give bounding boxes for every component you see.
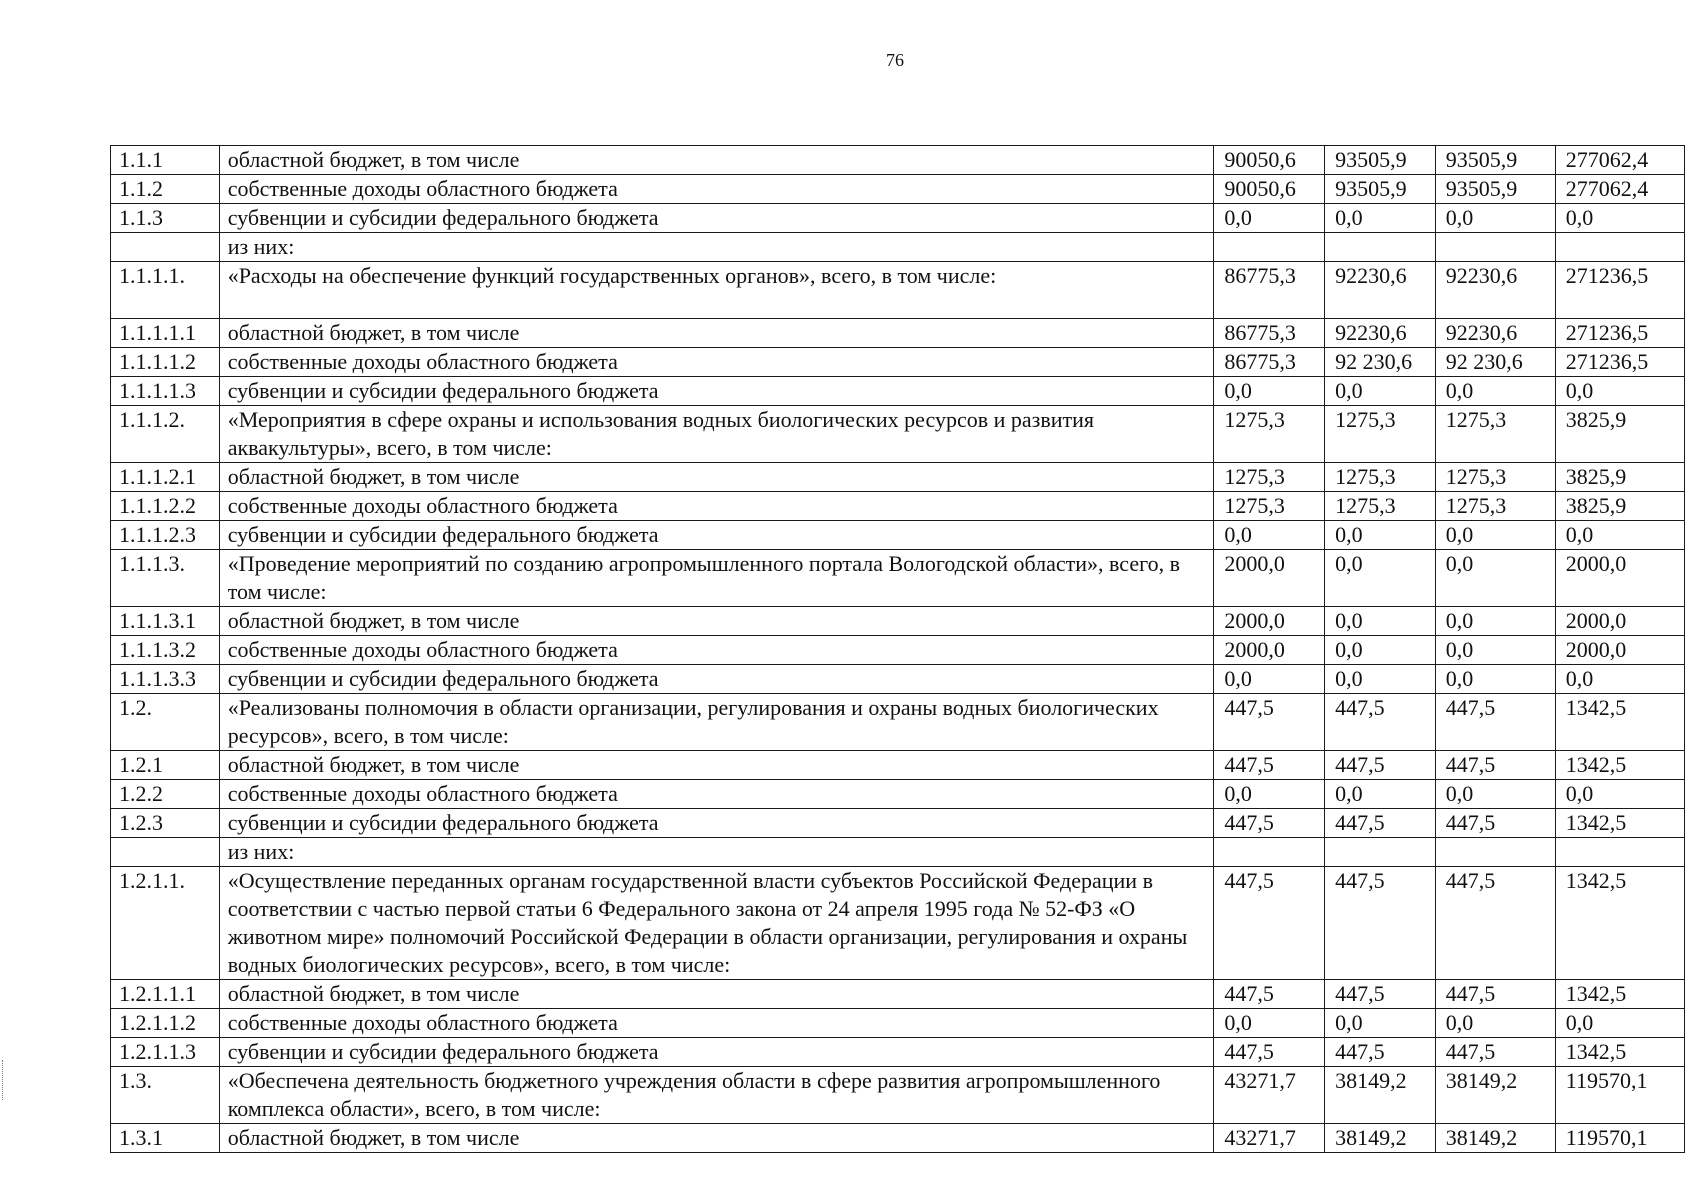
row-description-cell: «Реализованы полномочия в области организации, регулирования и охраны водных биологических ресурсов», всего, в том числе: [219, 694, 1214, 751]
table-row [111, 838, 1685, 867]
row-total-cell: 1342,5 [1555, 694, 1684, 751]
row-description-cell: «Расходы на обеспечение функций государственных органов», всего, в том числе: [219, 262, 1214, 319]
row-code-cell: 1.1.1.1.3 [111, 377, 220, 406]
row-total-cell: 0,0 [1555, 780, 1684, 809]
row-description-cell: субвенции и субсидии федерального бюджета [219, 1038, 1214, 1067]
row-total-cell: 1342,5 [1555, 867, 1684, 980]
row-code-cell: 1.1.1.2.3 [111, 521, 220, 550]
row-code-cell: 1.2.1.1.1 [111, 980, 220, 1009]
row-value-year1-cell: 0,0 [1214, 665, 1325, 694]
table-row [111, 463, 1685, 492]
table-row [111, 262, 1685, 319]
row-value-year2-cell: 1275,3 [1325, 492, 1436, 521]
row-value-year2-cell: 93505,9 [1325, 175, 1436, 204]
row-description-cell: из них: [219, 838, 1214, 867]
table-row [111, 1124, 1685, 1153]
row-total-cell: 1342,5 [1555, 1038, 1684, 1067]
row-description-cell: областной бюджет, в том числе [219, 463, 1214, 492]
row-description-cell: собственные доходы областного бюджета [219, 492, 1214, 521]
row-value-year1-cell [1214, 838, 1325, 867]
row-description-cell: собственные доходы областного бюджета [219, 348, 1214, 377]
row-description-cell: «Проведение мероприятий по созданию агропромышленного портала Вологодской области», всего, в том числе: [219, 550, 1214, 607]
table-row [111, 1038, 1685, 1067]
row-value-year2-cell: 0,0 [1325, 780, 1436, 809]
row-value-year2-cell: 1275,3 [1325, 463, 1436, 492]
row-code-cell: 1.1.1.3.3 [111, 665, 220, 694]
table-row [111, 204, 1685, 233]
row-value-year3-cell: 0,0 [1435, 204, 1555, 233]
row-value-year2-cell: 92 230,6 [1325, 348, 1436, 377]
row-value-year1-cell: 1275,3 [1214, 492, 1325, 521]
row-total-cell [1555, 233, 1684, 262]
row-value-year2-cell: 92230,6 [1325, 262, 1436, 319]
table-row [111, 636, 1685, 665]
row-code-cell [111, 838, 220, 867]
row-value-year2-cell: 447,5 [1325, 809, 1436, 838]
table-row [111, 665, 1685, 694]
row-value-year2-cell: 0,0 [1325, 607, 1436, 636]
row-description-cell: областной бюджет, в том числе [219, 1124, 1214, 1153]
row-value-year1-cell: 2000,0 [1214, 607, 1325, 636]
row-code-cell [111, 233, 220, 262]
table-row [111, 406, 1685, 463]
row-total-cell: 0,0 [1555, 521, 1684, 550]
row-value-year2-cell [1325, 233, 1436, 262]
row-value-year3-cell: 1275,3 [1435, 492, 1555, 521]
row-description-cell: областной бюджет, в том числе [219, 607, 1214, 636]
row-value-year1-cell: 86775,3 [1214, 348, 1325, 377]
row-value-year1-cell: 0,0 [1214, 780, 1325, 809]
row-description-cell: собственные доходы областного бюджета [219, 636, 1214, 665]
row-total-cell: 0,0 [1555, 204, 1684, 233]
row-code-cell: 1.1.1.2. [111, 406, 220, 463]
row-value-year3-cell [1435, 233, 1555, 262]
row-value-year2-cell: 0,0 [1325, 521, 1436, 550]
table-row [111, 751, 1685, 780]
row-code-cell: 1.1.1.1. [111, 262, 220, 319]
row-total-cell: 2000,0 [1555, 550, 1684, 607]
row-total-cell: 271236,5 [1555, 319, 1684, 348]
table-row [111, 980, 1685, 1009]
row-value-year1-cell: 0,0 [1214, 521, 1325, 550]
row-code-cell: 1.2.3 [111, 809, 220, 838]
row-total-cell: 0,0 [1555, 665, 1684, 694]
row-value-year3-cell: 0,0 [1435, 607, 1555, 636]
table-row [111, 348, 1685, 377]
row-value-year2-cell: 447,5 [1325, 980, 1436, 1009]
row-value-year1-cell: 90050,6 [1214, 146, 1325, 175]
row-value-year2-cell: 0,0 [1325, 1009, 1436, 1038]
row-value-year3-cell: 93505,9 [1435, 146, 1555, 175]
row-value-year3-cell: 0,0 [1435, 550, 1555, 607]
row-total-cell: 277062,4 [1555, 175, 1684, 204]
row-value-year1-cell: 447,5 [1214, 809, 1325, 838]
row-value-year3-cell: 1275,3 [1435, 463, 1555, 492]
row-total-cell: 3825,9 [1555, 463, 1684, 492]
row-value-year1-cell: 447,5 [1214, 751, 1325, 780]
row-total-cell: 1342,5 [1555, 980, 1684, 1009]
row-value-year2-cell: 1275,3 [1325, 406, 1436, 463]
row-value-year1-cell: 447,5 [1214, 867, 1325, 980]
row-total-cell: 3825,9 [1555, 492, 1684, 521]
row-code-cell: 1.1.1.1.2 [111, 348, 220, 377]
row-value-year3-cell: 92230,6 [1435, 319, 1555, 348]
row-value-year2-cell: 0,0 [1325, 204, 1436, 233]
row-value-year1-cell: 0,0 [1214, 204, 1325, 233]
row-value-year1-cell: 0,0 [1214, 377, 1325, 406]
row-value-year2-cell: 0,0 [1325, 665, 1436, 694]
row-total-cell: 2000,0 [1555, 607, 1684, 636]
row-description-cell: субвенции и субсидии федерального бюджета [219, 665, 1214, 694]
table-row [111, 492, 1685, 521]
row-value-year3-cell: 447,5 [1435, 1038, 1555, 1067]
row-value-year1-cell: 90050,6 [1214, 175, 1325, 204]
row-code-cell: 1.2.2 [111, 780, 220, 809]
row-value-year2-cell: 0,0 [1325, 636, 1436, 665]
row-code-cell: 1.1.3 [111, 204, 220, 233]
row-description-cell: областной бюджет, в том числе [219, 751, 1214, 780]
row-value-year2-cell [1325, 838, 1436, 867]
row-description-cell: субвенции и субсидии федерального бюджета [219, 204, 1214, 233]
row-total-cell: 2000,0 [1555, 636, 1684, 665]
row-value-year1-cell: 2000,0 [1214, 636, 1325, 665]
row-code-cell: 1.3. [111, 1067, 220, 1124]
row-description-cell: областной бюджет, в том числе [219, 146, 1214, 175]
row-total-cell: 0,0 [1555, 1009, 1684, 1038]
row-value-year2-cell: 0,0 [1325, 377, 1436, 406]
row-code-cell: 1.1.1.1.1 [111, 319, 220, 348]
row-value-year1-cell: 43271,7 [1214, 1124, 1325, 1153]
row-description-cell: «Обеспечена деятельность бюджетного учреждения области в сфере развития агропромышленного комплекса области», всего, в том числе: [219, 1067, 1214, 1124]
row-value-year2-cell: 0,0 [1325, 550, 1436, 607]
row-value-year3-cell: 447,5 [1435, 980, 1555, 1009]
table-row [111, 694, 1685, 751]
row-code-cell: 1.1.2 [111, 175, 220, 204]
row-value-year3-cell: 0,0 [1435, 780, 1555, 809]
row-value-year2-cell: 38149,2 [1325, 1067, 1436, 1124]
row-code-cell: 1.2.1.1.2 [111, 1009, 220, 1038]
budget-table [110, 145, 1685, 1153]
row-value-year1-cell: 1275,3 [1214, 406, 1325, 463]
table-row [111, 521, 1685, 550]
table-row [111, 377, 1685, 406]
row-code-cell: 1.1.1.2.2 [111, 492, 220, 521]
row-value-year1-cell: 447,5 [1214, 1038, 1325, 1067]
row-code-cell: 1.2. [111, 694, 220, 751]
row-code-cell: 1.2.1 [111, 751, 220, 780]
row-value-year3-cell [1435, 838, 1555, 867]
page-number: 76 [886, 50, 904, 70]
table-row [111, 550, 1685, 607]
row-code-cell: 1.1.1.2.1 [111, 463, 220, 492]
table-row [111, 780, 1685, 809]
row-description-cell: «Мероприятия в сфере охраны и использования водных биологических ресурсов и развития аквакультуры», всего, в том числе: [219, 406, 1214, 463]
row-code-cell: 1.2.1.1. [111, 867, 220, 980]
table-row [111, 867, 1685, 980]
row-total-cell: 1342,5 [1555, 809, 1684, 838]
row-total-cell [1555, 838, 1684, 867]
row-value-year1-cell: 86775,3 [1214, 262, 1325, 319]
row-value-year3-cell: 92 230,6 [1435, 348, 1555, 377]
table-row [111, 146, 1685, 175]
row-code-cell: 1.1.1.3. [111, 550, 220, 607]
row-description-cell: областной бюджет, в том числе [219, 319, 1214, 348]
row-value-year3-cell: 0,0 [1435, 377, 1555, 406]
row-value-year1-cell: 1275,3 [1214, 463, 1325, 492]
row-value-year3-cell: 0,0 [1435, 665, 1555, 694]
row-code-cell: 1.3.1 [111, 1124, 220, 1153]
row-value-year3-cell: 0,0 [1435, 636, 1555, 665]
row-description-cell: субвенции и субсидии федерального бюджета [219, 521, 1214, 550]
table-row [111, 233, 1685, 262]
row-value-year2-cell: 93505,9 [1325, 146, 1436, 175]
table-row [111, 809, 1685, 838]
row-value-year1-cell: 86775,3 [1214, 319, 1325, 348]
row-description-cell: субвенции и субсидии федерального бюджета [219, 377, 1214, 406]
row-value-year3-cell: 0,0 [1435, 521, 1555, 550]
row-value-year3-cell: 1275,3 [1435, 406, 1555, 463]
row-value-year2-cell: 92230,6 [1325, 319, 1436, 348]
row-value-year1-cell: 2000,0 [1214, 550, 1325, 607]
row-value-year3-cell: 447,5 [1435, 694, 1555, 751]
row-value-year2-cell: 447,5 [1325, 694, 1436, 751]
scan-edge-marks [2, 1060, 9, 1100]
row-value-year2-cell: 447,5 [1325, 751, 1436, 780]
row-code-cell: 1.1.1.3.1 [111, 607, 220, 636]
table-body [111, 146, 1685, 1153]
row-value-year3-cell: 447,5 [1435, 867, 1555, 980]
row-value-year3-cell: 447,5 [1435, 751, 1555, 780]
row-description-cell: из них: [219, 233, 1214, 262]
row-value-year3-cell: 0,0 [1435, 1009, 1555, 1038]
table-row [111, 319, 1685, 348]
table-row [111, 1009, 1685, 1038]
row-description-cell: собственные доходы областного бюджета [219, 780, 1214, 809]
row-total-cell: 119570,1 [1555, 1124, 1684, 1153]
row-value-year3-cell: 38149,2 [1435, 1124, 1555, 1153]
row-code-cell: 1.1.1 [111, 146, 220, 175]
row-value-year2-cell: 447,5 [1325, 867, 1436, 980]
table-row [111, 175, 1685, 204]
row-description-cell: собственные доходы областного бюджета [219, 1009, 1214, 1038]
row-value-year1-cell: 0,0 [1214, 1009, 1325, 1038]
row-total-cell: 1342,5 [1555, 751, 1684, 780]
row-value-year2-cell: 447,5 [1325, 1038, 1436, 1067]
row-total-cell: 3825,9 [1555, 406, 1684, 463]
row-total-cell: 277062,4 [1555, 146, 1684, 175]
row-description-cell: «Осуществление переданных органам государственной власти субъектов Российской Федерации в соответствии с частью первой статьи 6 Федерального закона от 24 апреля 1995 года № 52-ФЗ «О животном мире» полномочий Российской Федерации в области организации, регулирования и охраны водных биологических ресурсов», всего, в том числе: [219, 867, 1214, 980]
row-value-year3-cell: 92230,6 [1435, 262, 1555, 319]
row-description-cell: областной бюджет, в том числе [219, 980, 1214, 1009]
table-row [111, 607, 1685, 636]
table-row [111, 1067, 1685, 1124]
row-value-year3-cell: 38149,2 [1435, 1067, 1555, 1124]
row-code-cell: 1.1.1.3.2 [111, 636, 220, 665]
row-value-year1-cell: 43271,7 [1214, 1067, 1325, 1124]
row-description-cell: субвенции и субсидии федерального бюджета [219, 809, 1214, 838]
row-total-cell: 0,0 [1555, 377, 1684, 406]
row-value-year3-cell: 93505,9 [1435, 175, 1555, 204]
row-total-cell: 119570,1 [1555, 1067, 1684, 1124]
row-value-year1-cell: 447,5 [1214, 980, 1325, 1009]
row-value-year1-cell [1214, 233, 1325, 262]
row-value-year1-cell: 447,5 [1214, 694, 1325, 751]
row-code-cell: 1.2.1.1.3 [111, 1038, 220, 1067]
row-description-cell: собственные доходы областного бюджета [219, 175, 1214, 204]
row-total-cell: 271236,5 [1555, 348, 1684, 377]
row-value-year2-cell: 38149,2 [1325, 1124, 1436, 1153]
row-value-year3-cell: 447,5 [1435, 809, 1555, 838]
row-total-cell: 271236,5 [1555, 262, 1684, 319]
